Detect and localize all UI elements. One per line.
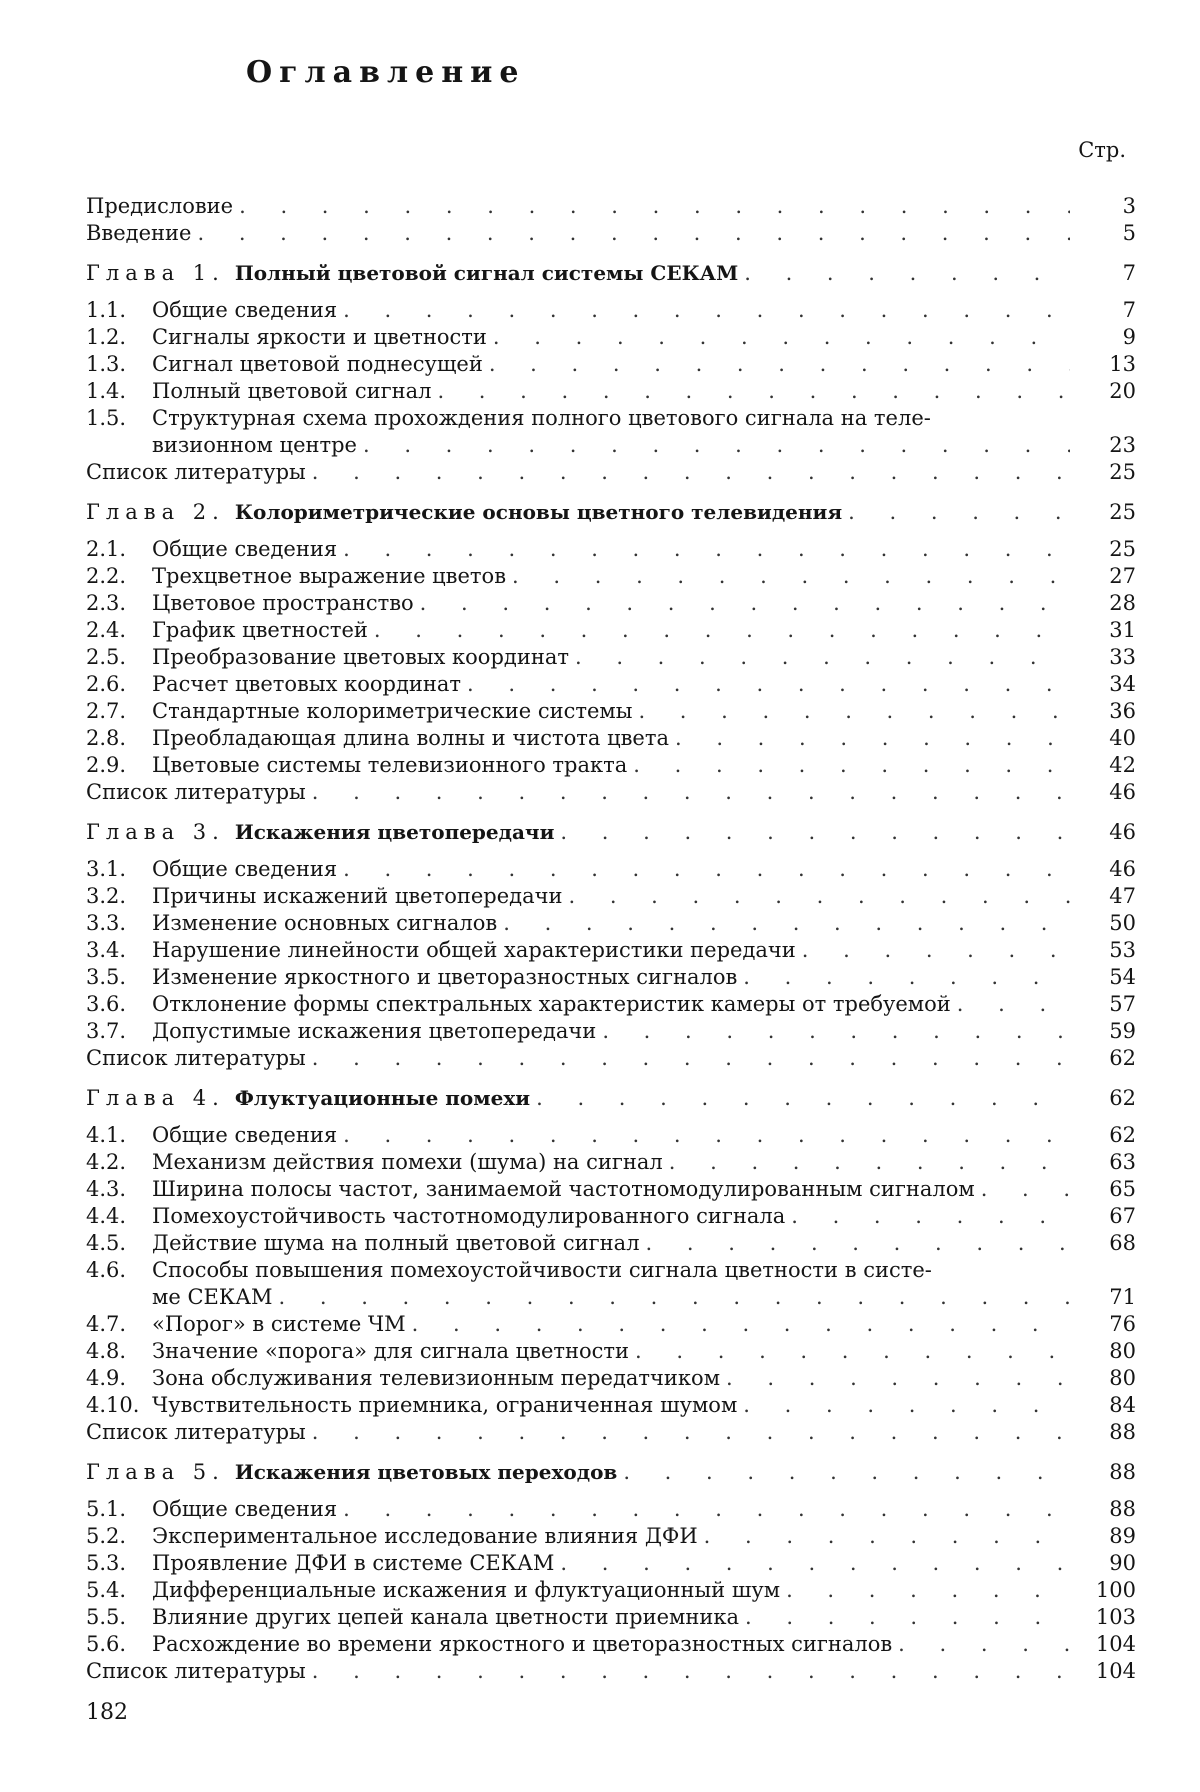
table-of-contents — [86, 193, 1136, 1685]
toc-entry-continuation — [86, 432, 1136, 459]
entry-page: 68 — [1109, 1231, 1136, 1255]
entry-number: 2.9. — [86, 753, 127, 777]
dot-leader — [503, 910, 1070, 937]
entry-number: 3.6. — [86, 992, 127, 1016]
entry-page: 71 — [1109, 1285, 1136, 1309]
entry-title: Сигнал цветовой поднесущей — [152, 352, 483, 376]
dot-leader — [312, 459, 1070, 486]
entry-page: 25 — [1109, 460, 1136, 484]
entry-number: 3.3. — [86, 911, 127, 935]
toc-entry-front — [86, 193, 1136, 220]
entry-page: 7 — [1122, 261, 1136, 285]
entry-page: 46 — [1109, 857, 1136, 881]
entry-page: 20 — [1109, 379, 1136, 403]
entry-title: Сигналы яркости и цветности — [152, 325, 487, 349]
toc-page — [86, 0, 1136, 1792]
dot-leader — [512, 563, 1070, 590]
toc-entry — [86, 1149, 1136, 1176]
entry-number: 1.1. — [86, 298, 127, 322]
toc-entry — [86, 698, 1136, 725]
dot-leader — [312, 1045, 1070, 1072]
entry-number: 1.5. — [86, 406, 127, 430]
chapter-title: Флуктуационные помехи — [234, 1086, 531, 1110]
entry-number: 5.5. — [86, 1605, 127, 1629]
toc-entry — [86, 324, 1136, 351]
entry-title: Общие сведения — [152, 1497, 338, 1521]
dot-leader — [363, 432, 1070, 459]
entry-number: 4.4. — [86, 1204, 127, 1228]
entry-page: 42 — [1109, 753, 1136, 777]
entry-page: 59 — [1109, 1019, 1136, 1043]
chapter-title: Колориметрические основы цветного телевидения — [234, 500, 843, 524]
entry-page: 90 — [1109, 1551, 1136, 1575]
entry-title: Структурная схема прохождения полного цветового сигнала на теле- — [152, 406, 931, 430]
toc-entry-literature — [86, 779, 1136, 806]
dot-leader — [312, 1419, 1070, 1446]
chapter-label: Глава 4. — [86, 1086, 225, 1110]
toc-entry — [86, 1365, 1136, 1392]
entry-title-continuation: ме СЕКАМ — [152, 1285, 273, 1309]
entry-number: 2.6. — [86, 672, 127, 696]
entry-title: Изменение основных сигналов — [152, 911, 498, 935]
dot-leader — [560, 1550, 1070, 1577]
entry-title: Отклонение формы спектральных характеристик камеры от требуемой — [152, 992, 951, 1016]
dot-leader — [633, 752, 1070, 779]
dot-leader — [312, 779, 1070, 806]
entry-title: Причины искажений цветопередачи — [152, 884, 563, 908]
entry-number: 1.2. — [86, 325, 127, 349]
entry-page: 25 — [1109, 500, 1136, 524]
toc-entry — [86, 991, 1136, 1018]
entry-number: 5.4. — [86, 1578, 127, 1602]
entry-title: Преобладающая длина волны и чистота цвета — [152, 726, 669, 750]
entry-title: Общие сведения — [152, 298, 338, 322]
entry-page: 40 — [1109, 726, 1136, 750]
toc-entry — [86, 1392, 1136, 1419]
entry-title: Механизм действия помехи (шума) на сигнал — [152, 1150, 663, 1174]
entry-title: Полный цветовой сигнал — [152, 379, 432, 403]
dot-leader — [981, 1176, 1070, 1203]
dot-leader — [343, 536, 1070, 563]
dot-leader — [848, 499, 1070, 526]
entry-page: 80 — [1109, 1339, 1136, 1363]
entry-page: 76 — [1109, 1312, 1136, 1336]
dot-leader — [791, 1203, 1070, 1230]
toc-entry — [86, 964, 1136, 991]
entry-title: Список литературы — [86, 780, 306, 804]
entry-number: 4.10. — [86, 1393, 140, 1417]
entry-number: 4.9. — [86, 1366, 127, 1390]
toc-entry — [86, 1018, 1136, 1045]
entry-page: 28 — [1109, 591, 1136, 615]
chapter-label: Глава 3. — [86, 820, 225, 844]
dot-leader — [704, 1523, 1070, 1550]
entry-page: 80 — [1109, 1366, 1136, 1390]
dot-leader — [744, 260, 1070, 287]
entry-page: 5 — [1122, 221, 1136, 245]
entry-page: 89 — [1109, 1524, 1136, 1548]
entry-page: 63 — [1109, 1150, 1136, 1174]
entry-title: Список литературы — [86, 460, 306, 484]
dot-leader — [575, 644, 1070, 671]
entry-number: 4.6. — [86, 1258, 127, 1282]
entry-title: Цветовое пространство — [152, 591, 414, 615]
page-number: 182 — [86, 1700, 128, 1725]
entry-title: Нарушение линейности общей характеристики передачи — [152, 938, 796, 962]
dot-leader — [489, 351, 1070, 378]
entry-title: Список литературы — [86, 1420, 306, 1444]
toc-entry — [86, 1203, 1136, 1230]
entry-page: 46 — [1109, 780, 1136, 804]
entry-page: 33 — [1109, 645, 1136, 669]
toc-entry — [86, 725, 1136, 752]
toc-entry — [86, 1577, 1136, 1604]
entry-number: 2.7. — [86, 699, 127, 723]
chapter-title: Полный цветовой сигнал системы СЕКАМ — [234, 261, 739, 285]
dot-leader — [745, 1604, 1070, 1631]
toc-entry-literature — [86, 1419, 1136, 1446]
dot-leader — [743, 1392, 1070, 1419]
toc-entry — [86, 856, 1136, 883]
chapter-heading — [86, 1082, 1136, 1112]
toc-entry — [86, 1338, 1136, 1365]
toc-entry-continuation — [86, 1284, 1136, 1311]
entry-page: 34 — [1109, 672, 1136, 696]
toc-entry — [86, 1550, 1136, 1577]
entry-page: 53 — [1109, 938, 1136, 962]
entry-number: 4.1. — [86, 1123, 127, 1147]
entry-number: 1.3. — [86, 352, 127, 376]
chapter-title: Искажения цветопередачи — [234, 820, 555, 844]
toc-entry — [86, 1122, 1136, 1149]
entry-title: Предисловие — [86, 194, 234, 218]
dot-leader — [437, 378, 1070, 405]
entry-page: 23 — [1109, 433, 1136, 457]
toc-entry — [86, 1230, 1136, 1257]
entry-page: 46 — [1109, 820, 1136, 844]
dot-leader — [802, 937, 1070, 964]
toc-entry — [86, 644, 1136, 671]
toc-entry-literature — [86, 1658, 1136, 1685]
entry-title: Дифференциальные искажения и флуктуационный шум — [152, 1578, 781, 1602]
entry-number: 4.2. — [86, 1150, 127, 1174]
chapter-label: Глава 1. — [86, 261, 225, 285]
entry-title: Список литературы — [86, 1659, 306, 1683]
entry-title: «Порог» в системе ЧМ — [152, 1312, 406, 1336]
entry-number: 5.6. — [86, 1632, 127, 1656]
entry-page: 9 — [1122, 325, 1136, 349]
entry-page: 103 — [1095, 1605, 1136, 1629]
entry-number: 1.4. — [86, 379, 127, 403]
page-column-label: Стр. — [1078, 138, 1126, 162]
entry-page: 25 — [1109, 537, 1136, 561]
toc-entry — [86, 752, 1136, 779]
entry-title: Стандартные колориметрические системы — [152, 699, 633, 723]
entry-title: Расчет цветовых координат — [152, 672, 462, 696]
toc-entry — [86, 910, 1136, 937]
dot-leader — [646, 1230, 1070, 1257]
dot-leader — [467, 671, 1070, 698]
dot-leader — [743, 964, 1070, 991]
entry-title: Цветовые системы телевизионного тракта — [152, 753, 628, 777]
toc-entry — [86, 1496, 1136, 1523]
entry-number: 3.2. — [86, 884, 127, 908]
entry-title: Действие шума на полный цветовой сигнал — [152, 1231, 640, 1255]
dot-leader — [343, 297, 1070, 324]
chapter-heading — [86, 816, 1136, 846]
entry-title: Изменение яркостного и цветоразностных сигналов — [152, 965, 738, 989]
dot-leader — [898, 1631, 1070, 1658]
entry-page: 104 — [1095, 1659, 1136, 1683]
entry-page: 36 — [1109, 699, 1136, 723]
dot-leader — [343, 856, 1070, 883]
toc-entry — [86, 883, 1136, 910]
entry-page: 57 — [1109, 992, 1136, 1016]
entry-number: 3.5. — [86, 965, 127, 989]
entry-number: 5.2. — [86, 1524, 127, 1548]
toc-entry — [86, 1311, 1136, 1338]
toc-entry — [86, 378, 1136, 405]
dot-leader — [493, 324, 1070, 351]
entry-title: График цветностей — [152, 618, 368, 642]
dot-leader — [602, 1018, 1070, 1045]
toc-entry — [86, 1257, 1136, 1284]
dot-leader — [568, 883, 1070, 910]
dot-leader — [638, 698, 1070, 725]
dot-leader — [669, 1149, 1070, 1176]
toc-entry — [86, 536, 1136, 563]
toc-entry — [86, 1631, 1136, 1658]
dot-leader — [560, 819, 1070, 846]
entry-number: 4.5. — [86, 1231, 127, 1255]
entry-title: Влияние других цепей канала цветности приемника — [152, 1605, 739, 1629]
toc-entry — [86, 590, 1136, 617]
entry-page: 7 — [1122, 298, 1136, 322]
entry-page: 31 — [1109, 618, 1136, 642]
entry-title: Трехцветное выражение цветов — [152, 564, 507, 588]
entry-number: 3.1. — [86, 857, 127, 881]
dot-leader — [675, 725, 1070, 752]
entry-title: Допустимые искажения цветопередачи — [152, 1019, 597, 1043]
chapter-heading — [86, 496, 1136, 526]
dot-leader — [343, 1496, 1070, 1523]
chapter-heading — [86, 1456, 1136, 1486]
entry-page: 104 — [1095, 1632, 1136, 1656]
entry-number: 2.8. — [86, 726, 127, 750]
entry-number: 2.3. — [86, 591, 127, 615]
dot-leader — [957, 991, 1070, 1018]
toc-entry — [86, 297, 1136, 324]
page-title: Оглавление — [246, 55, 526, 90]
dot-leader — [420, 590, 1070, 617]
entry-number: 5.3. — [86, 1551, 127, 1575]
entry-title: Значение «порога» для сигнала цветности — [152, 1339, 630, 1363]
dot-leader — [343, 1122, 1070, 1149]
dot-leader — [536, 1085, 1070, 1112]
entry-title: Общие сведения — [152, 857, 338, 881]
entry-title: Ширина полосы частот, занимаемой частотномодулированным сигналом — [152, 1177, 975, 1201]
entry-title: Введение — [86, 221, 192, 245]
toc-entry — [86, 563, 1136, 590]
entry-page: 62 — [1109, 1123, 1136, 1147]
entry-title: Расхождение во времени яркостного и цветоразностных сигналов — [152, 1632, 893, 1656]
entry-number: 4.8. — [86, 1339, 127, 1363]
chapter-label: Глава 2. — [86, 500, 225, 524]
dot-leader — [623, 1459, 1070, 1486]
dot-leader — [412, 1311, 1070, 1338]
entry-number: 4.3. — [86, 1177, 127, 1201]
toc-entry-literature — [86, 459, 1136, 486]
toc-entry — [86, 1604, 1136, 1631]
entry-page: 3 — [1122, 194, 1136, 218]
entry-title: Список литературы — [86, 1046, 306, 1070]
toc-entry — [86, 1523, 1136, 1550]
entry-title: Преобразование цветовых координат — [152, 645, 569, 669]
entry-number: 3.4. — [86, 938, 127, 962]
dot-leader — [279, 1284, 1071, 1311]
entry-title: Зона обслуживания телевизионным передатчиком — [152, 1366, 721, 1390]
chapter-label: Глава 5. — [86, 1460, 225, 1484]
toc-entry — [86, 1176, 1136, 1203]
entry-number: 4.7. — [86, 1312, 127, 1336]
entry-page: 27 — [1109, 564, 1136, 588]
dot-leader — [239, 193, 1070, 220]
toc-entry-front — [86, 220, 1136, 247]
toc-entry — [86, 351, 1136, 378]
dot-leader — [726, 1365, 1070, 1392]
entry-page: 67 — [1109, 1204, 1136, 1228]
entry-title: Способы повышения помехоустойчивости сигнала цветности в систе- — [152, 1258, 932, 1282]
toc-entry — [86, 617, 1136, 644]
entry-page: 50 — [1109, 911, 1136, 935]
entry-title: Общие сведения — [152, 537, 338, 561]
dot-leader — [786, 1577, 1070, 1604]
entry-page: 54 — [1109, 965, 1136, 989]
toc-entry — [86, 405, 1136, 432]
entry-number: 3.7. — [86, 1019, 127, 1043]
entry-number: 5.1. — [86, 1497, 127, 1521]
dot-leader — [374, 617, 1070, 644]
entry-page: 65 — [1109, 1177, 1136, 1201]
entry-page: 88 — [1109, 1497, 1136, 1521]
entry-title: Экспериментальное исследование влияния ДФИ — [152, 1524, 698, 1548]
dot-leader — [312, 1658, 1070, 1685]
dot-leader — [635, 1338, 1070, 1365]
entry-page: 62 — [1109, 1086, 1136, 1110]
entry-title: Помехоустойчивость частотномодулированного сигнала — [152, 1204, 786, 1228]
entry-page: 100 — [1095, 1578, 1136, 1602]
chapter-title: Искажения цветовых переходов — [234, 1460, 618, 1484]
entry-title: Проявление ДФИ в системе СЕКАМ — [152, 1551, 555, 1575]
toc-entry — [86, 671, 1136, 698]
entry-page: 84 — [1109, 1393, 1136, 1417]
toc-entry-literature — [86, 1045, 1136, 1072]
entry-number: 2.5. — [86, 645, 127, 669]
entry-page: 13 — [1109, 352, 1136, 376]
entry-number: 2.2. — [86, 564, 127, 588]
entry-title-continuation: визионном центре — [152, 433, 357, 457]
entry-title: Общие сведения — [152, 1123, 338, 1147]
entry-page: 88 — [1109, 1460, 1136, 1484]
entry-page: 62 — [1109, 1046, 1136, 1070]
entry-number: 2.4. — [86, 618, 127, 642]
chapter-heading — [86, 257, 1136, 287]
entry-page: 88 — [1109, 1420, 1136, 1444]
dot-leader — [197, 220, 1070, 247]
toc-entry — [86, 937, 1136, 964]
entry-title: Чувствительность приемника, ограниченная шумом — [152, 1393, 738, 1417]
entry-page: 47 — [1109, 884, 1136, 908]
entry-number: 2.1. — [86, 537, 127, 561]
